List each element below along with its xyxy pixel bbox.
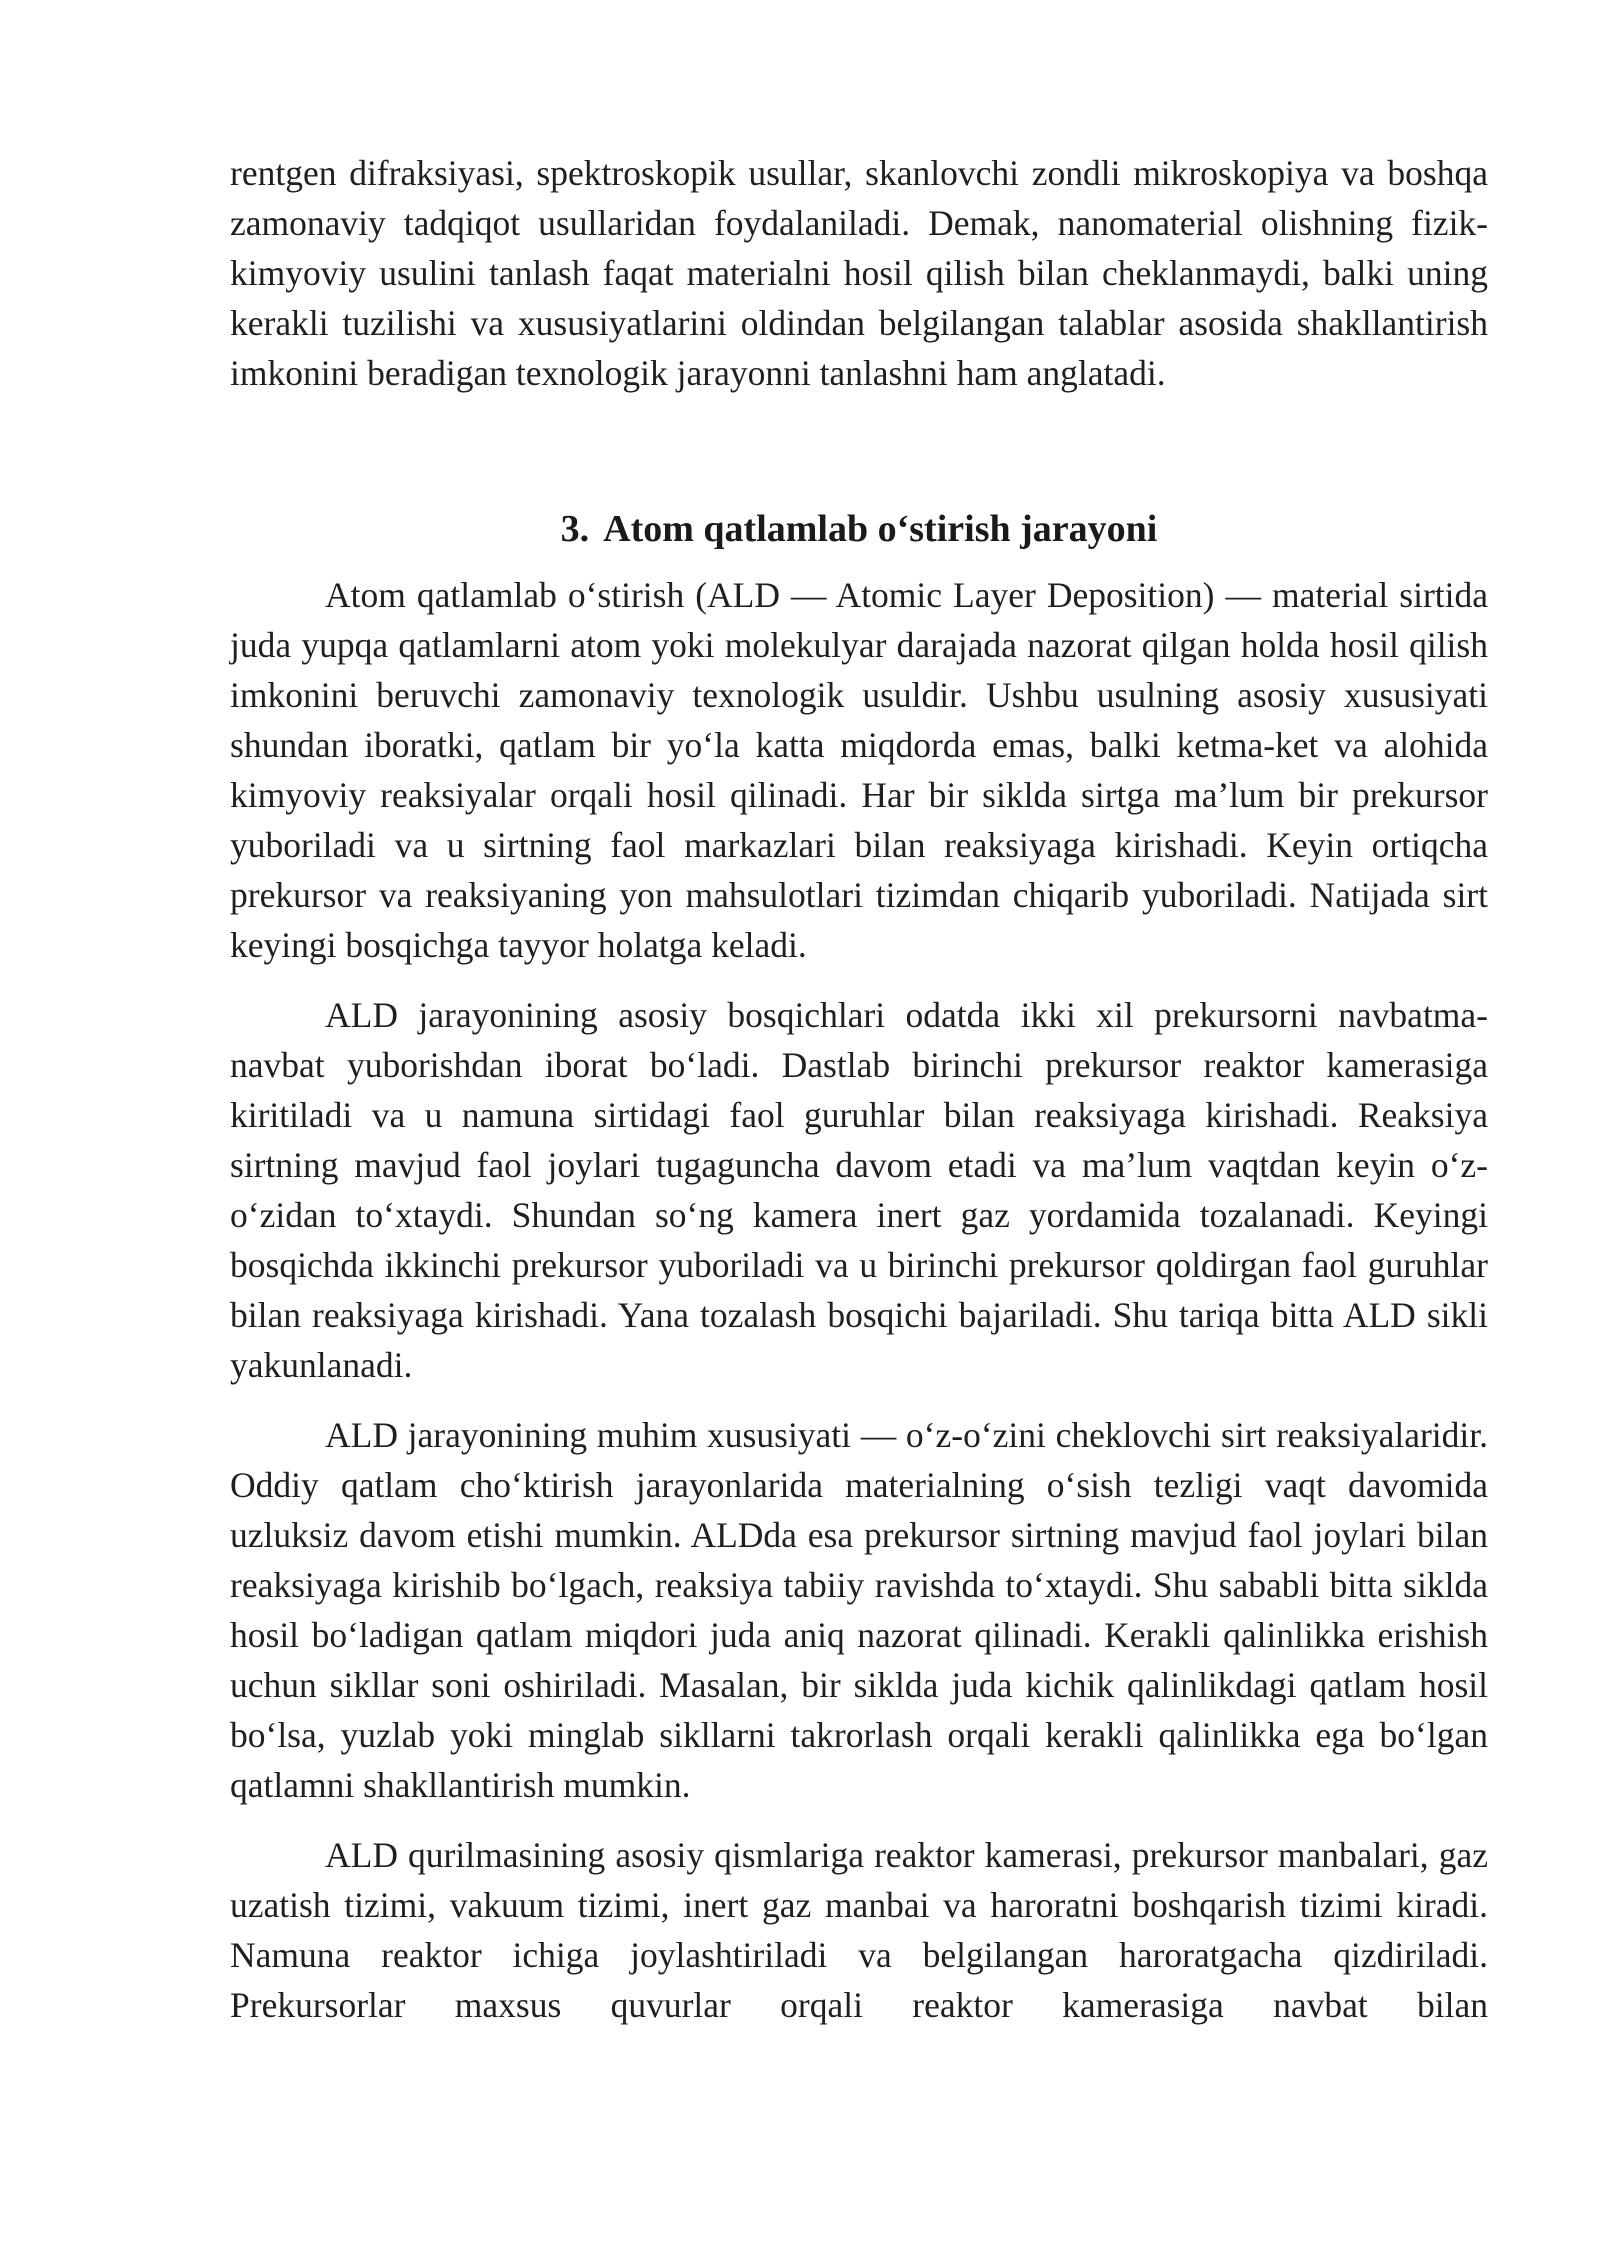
body-paragraph-3: ALD jarayonining muhim xususiyati — o‘z-o‘zini cheklovchi sirt reaksiyalaridir. Oddiy qatlam cho‘ktirish jarayonlarida materialning o‘sish tezligi vaqt davomida uzluksiz davom etishi mumkin. ALDda esa prekursor sirtning mavjud faol joylari bilan reaksiyaga kirishib bo‘lgach, reaksiya tabiiy ravishda to‘xtaydi. Shu sababli bitta siklda hosil bo‘ladigan qatlam miqdori juda aniq nazorat qilinadi. Kerakli qalinlikka erishish uchun sikllar soni oshiriladi. Masalan, bir siklda juda kichik qalinlikdagi qatlam hosil bo‘lsa, yuzlab yoki minglab sikllarni takrorlash orqali kerakli qalinlikka ega bo‘lgan qatlamni shakllantirish mumkin. [230, 1415, 1488, 1805]
section-title: Atom qatlamlab o‘stirish jarayoni [603, 508, 1158, 550]
section-number: 3. [560, 508, 590, 550]
body-paragraph-4: ALD qurilmasining asosiy qismlariga reaktor kamerasi, prekursor manbalari, gaz uzatish tizimi, vakuum tizimi, inert gaz manbai va haroratni boshqarish tizimi kiradi. Namuna reaktor ichiga joylashtiriladi va belgilangan haroratgacha qizdiriladi. Prekursorlar maxsus quvurlar orqali reaktor kamerasiga navbat bilan [230, 1835, 1488, 2025]
body-paragraph-2: ALD jarayonining asosiy bosqichlari odatda ikki xil prekursorni navbatma-navbat yuborishdan iborat bo‘ladi. Dastlab birinchi prekursor reaktor kamerasiga kiritiladi va u namuna sirtidagi faol guruhlar bilan reaksiyaga kirishadi. Reaksiya sirtning mavjud faol joylari tugaguncha davom etadi va ma’lum vaqtdan keyin o‘z-o‘zidan to‘xtaydi. Shundan so‘ng kamera inert gaz yordamida tozalanadi. Keyingi bosqichda ikkinchi prekursor yuboriladi va u birinchi prekursor qoldirgan faol guruhlar bilan reaksiyaga kirishadi. Yana tozalash bosqichi bajariladi. Shu tariqa bitta ALD sikli yakunlanadi. [230, 995, 1488, 1385]
section-heading [230, 504, 1488, 554]
body-paragraph-1: Atom qatlamlab o‘stirish (ALD — Atomic Layer Deposition) — material sirtida juda yupqa qatlamlarni atom yoki molekulyar darajada nazorat qilgan holda hosil qilish imkonini beruvchi zamonaviy texnologik usuldir. Ushbu usulning asosiy xususiyati shundan iboratki, qatlam bir yo‘la katta miqdorda emas, balki ketma-ket va alohida kimyoviy reaksiyalar orqali hosil qilinadi. Har bir siklda sirtga ma’lum bir prekursor yuboriladi va u sirtning faol markazlari bilan reaksiyaga kirishadi. Keyin ortiqcha prekursor va reaksiyaning yon mahsulotlari tizimdan chiqarib yuboriladi. Natijada sirt keyingi bosqichga tayyor holatga keladi. [230, 575, 1488, 965]
intro-paragraph: rentgen difraksiyasi, spektroskopik usullar, skanlovchi zondli mikroskopiya va boshqa zamonaviy tadqiqot usullaridan foydalaniladi. Demak, nanomaterial olishning fizik-kimyoviy usulini tanlash faqat materialni hosil qilish bilan cheklanmaydi, balki uning kerakli tuzilishi va xususiyatlarini oldindan belgilangan talablar asosida shakllantirish imkonini beradigan texnologik jarayonni tanlashni ham anglatadi. [230, 153, 1488, 393]
document-page [230, 148, 1488, 2030]
